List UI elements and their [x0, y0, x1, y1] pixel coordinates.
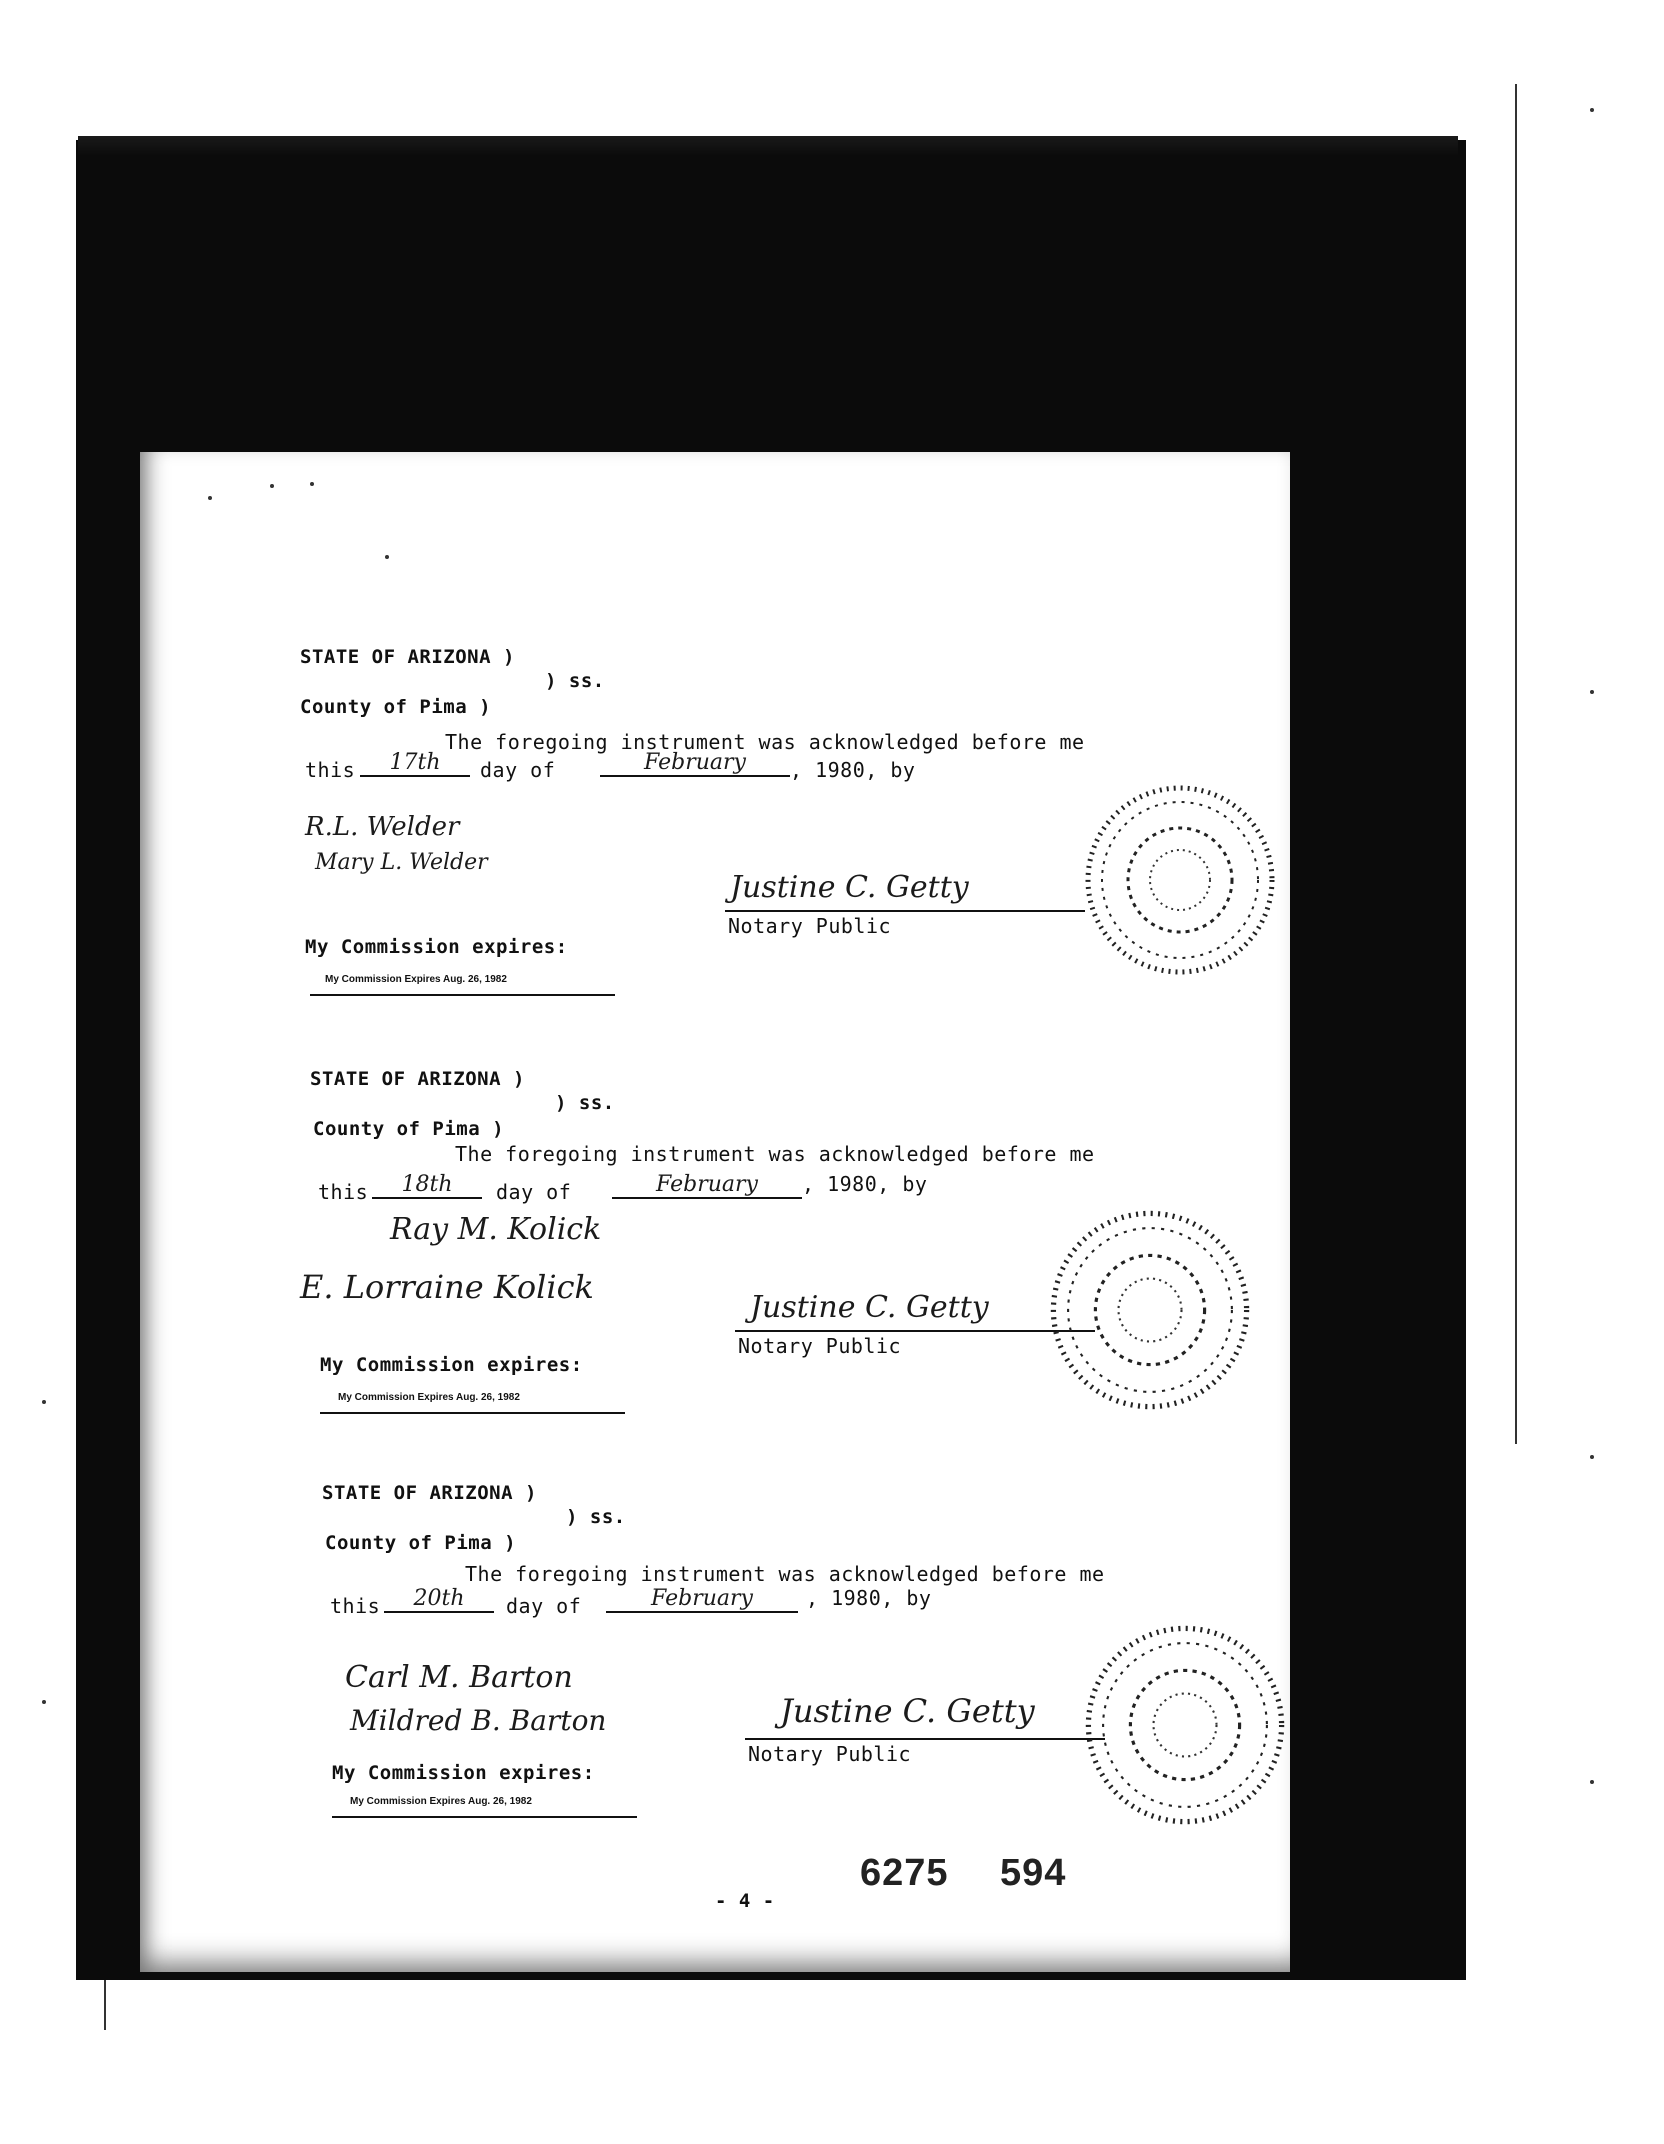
acknowledgment-text: The foregoing instrument was acknowledged before me [465, 1562, 1105, 1586]
day-of-label: day of [496, 1180, 572, 1204]
recording-number: 6275 [860, 1852, 949, 1894]
commission-underline [332, 1816, 637, 1818]
notary-signature-line [745, 1738, 1105, 1740]
commission-underline [320, 1412, 625, 1414]
acknowledgment-text: The foregoing instrument was acknowledged before me [445, 730, 1085, 754]
scan-speck [42, 1400, 46, 1404]
year-by-label: , 1980, by [790, 758, 916, 782]
notary-signature: Justine C. Getty [730, 870, 969, 905]
this-label: this [330, 1594, 381, 1618]
scan-speck [270, 484, 274, 488]
commission-expiry-stamp: My Commission Expires Aug. 26, 1982 [325, 974, 507, 985]
notary-label: Notary Public [748, 1742, 912, 1766]
notary-seal [1080, 780, 1280, 980]
day-of-label: day of [506, 1594, 582, 1618]
day-field: 17th [360, 750, 470, 777]
state-line: STATE OF ARIZONA ) [322, 1482, 537, 1504]
month-field: February [600, 750, 790, 777]
page-marker: - 4 - [715, 1890, 775, 1912]
scan-speck [1590, 1455, 1594, 1459]
day-field: 20th [384, 1586, 494, 1613]
commission-expiry-stamp: My Commission Expires Aug. 26, 1982 [338, 1392, 520, 1403]
state-line: STATE OF ARIZONA ) [310, 1068, 525, 1090]
scan-speck [42, 1700, 46, 1704]
day-field: 18th [372, 1172, 482, 1199]
day-of-label: day of [480, 758, 556, 782]
scan-speck [1590, 108, 1594, 112]
signer-signature: R.L. Welder [305, 812, 460, 842]
this-label: this [318, 1180, 369, 1204]
ss-line: ) ss. [555, 1092, 615, 1114]
notary-seal [1080, 1620, 1290, 1830]
scan-speck [310, 482, 314, 486]
commission-underline [310, 994, 615, 996]
signer-signature: Mildred B. Barton [350, 1704, 607, 1737]
signer-signature: Carl M. Barton [345, 1660, 573, 1695]
ss-line: ) ss. [566, 1506, 626, 1528]
year-by-label: , 1980, by [806, 1586, 932, 1610]
signer-signature: Mary L. Welder [315, 850, 488, 875]
commission-label: My Commission expires: [320, 1354, 583, 1376]
acknowledgment-text: The foregoing instrument was acknowledged before me [455, 1142, 1095, 1166]
scan-speck [385, 555, 389, 559]
this-label: this [305, 758, 356, 782]
notary-signature-line [725, 910, 1085, 912]
month-field: February [612, 1172, 802, 1199]
scan-speck [1590, 690, 1594, 694]
ss-line: ) ss. [545, 670, 605, 692]
county-line: County of Pima ) [313, 1118, 505, 1140]
notary-label: Notary Public [728, 914, 892, 938]
year-by-label: , 1980, by [802, 1172, 928, 1196]
notary-signature: Justine C. Getty [750, 1290, 989, 1325]
scan-speck [1590, 1780, 1594, 1784]
notary-label: Notary Public [738, 1334, 902, 1358]
county-line: County of Pima ) [300, 696, 492, 718]
scan-top-edge [78, 136, 1458, 156]
signer-signature: Ray M. Kolick [390, 1212, 602, 1247]
notary-seal [1045, 1205, 1255, 1415]
scan-speck [208, 496, 212, 500]
commission-expiry-stamp: My Commission Expires Aug. 26, 1982 [350, 1796, 532, 1807]
notary-signature: Justine C. Getty [780, 1692, 1035, 1730]
county-line: County of Pima ) [325, 1532, 517, 1554]
recording-page: 594 [1000, 1852, 1067, 1894]
commission-label: My Commission expires: [305, 936, 568, 958]
state-line: STATE OF ARIZONA ) [300, 646, 515, 668]
month-field: February [606, 1586, 798, 1613]
page-edge-line-left [104, 1980, 106, 2030]
page-edge-line [1515, 84, 1517, 1444]
signer-signature: E. Lorraine Kolick [300, 1268, 594, 1306]
notary-signature-line [735, 1330, 1095, 1332]
commission-label: My Commission expires: [332, 1762, 595, 1784]
